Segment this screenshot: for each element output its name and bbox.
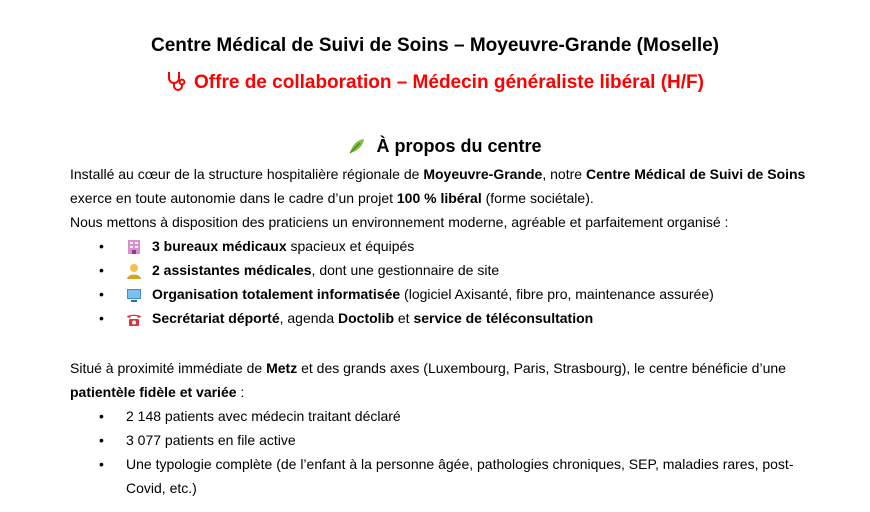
list-item [70, 428, 830, 452]
environment-line: Nous mettons à disposition des praticiens un environnement moderne, agréable et parfaitement organisé : [70, 214, 729, 230]
location-bold-city: Metz [266, 360, 298, 376]
bullet: • [99, 432, 104, 448]
feature-bold: 3 bureaux médicaux [152, 238, 287, 254]
computer-icon [126, 286, 142, 302]
stethoscope-icon [166, 70, 186, 100]
list-item [70, 258, 830, 282]
intro-text: (forme sociétale). [481, 190, 594, 206]
list-item [70, 306, 830, 330]
feature-text: (logiciel Axisanté, fibre pro, maintenance assurée) [400, 286, 714, 302]
intro-text: , notre [542, 166, 586, 182]
leaf-icon [348, 137, 366, 161]
location-bold-patients: patientèle fidèle et variée [70, 384, 237, 400]
assistant-icon [126, 262, 142, 278]
feature-text: , dont une gestionnaire de site [311, 262, 500, 278]
intro-paragraph [70, 162, 830, 210]
bullet: • [99, 456, 104, 472]
phone-icon [126, 310, 142, 326]
feature-bold: service de téléconsultation [413, 310, 594, 326]
intro-text: Installé au cœur de la structure hospitalière régionale de [70, 166, 424, 182]
list-item [70, 282, 830, 306]
offer-subtitle [0, 70, 870, 100]
list-item [70, 452, 830, 500]
intro-bold-town: Moyeuvre-Grande [423, 166, 543, 182]
bullet: • [99, 286, 104, 302]
feature-bold: Doctolib [338, 310, 394, 326]
section-heading-text: À propos du centre [376, 136, 542, 156]
feature-bold: Secrétariat déporté [152, 310, 280, 326]
list-item [70, 404, 830, 428]
stat-text: 2 148 patients avec médecin traitant déclaré [126, 408, 401, 424]
feature-text: et [394, 310, 414, 326]
feature-text: spacieux et équipés [286, 238, 415, 254]
bullet: • [99, 310, 104, 326]
location-paragraph [70, 356, 830, 404]
location-text: Situé à proximité immédiate de [70, 360, 267, 376]
stats-list [70, 404, 830, 500]
building-icon [126, 238, 142, 254]
stat-text: Une typologie complète (de l’enfant à la personne âgée, pathologies chroniques, SEP, maladies rares, post-Covid, etc.) [126, 456, 794, 496]
section-heading [0, 134, 870, 161]
bullet: • [99, 262, 104, 278]
location-text: : [236, 384, 245, 400]
stat-text: 3 077 patients en file active [126, 432, 296, 448]
bullet: • [99, 238, 104, 254]
intro-bold-centre: Centre Médical de Suivi de Soins [585, 166, 806, 182]
feature-bold: Organisation totalement informatisée [152, 286, 401, 302]
intro-text: exerce en toute autonomie dans le cadre d’un projet [70, 190, 397, 206]
feature-text: , agenda [279, 310, 338, 326]
location-text: et des grands axes (Luxembourg, Paris, Strasbourg), le centre bénéficie d’une [297, 360, 786, 376]
intro-bold-liberal: 100 % libéral [396, 190, 482, 206]
features-list [70, 234, 830, 330]
subtitle-text: Offre de collaboration – Médecin généraliste libéral (H/F) [194, 72, 704, 93]
bullet: • [99, 408, 104, 424]
list-item [70, 234, 830, 258]
feature-bold: 2 assistantes médicales [152, 262, 312, 278]
page-title: Centre Médical de Suivi de Soins – Moyeuvre-Grande (Moselle) [150, 35, 720, 56]
